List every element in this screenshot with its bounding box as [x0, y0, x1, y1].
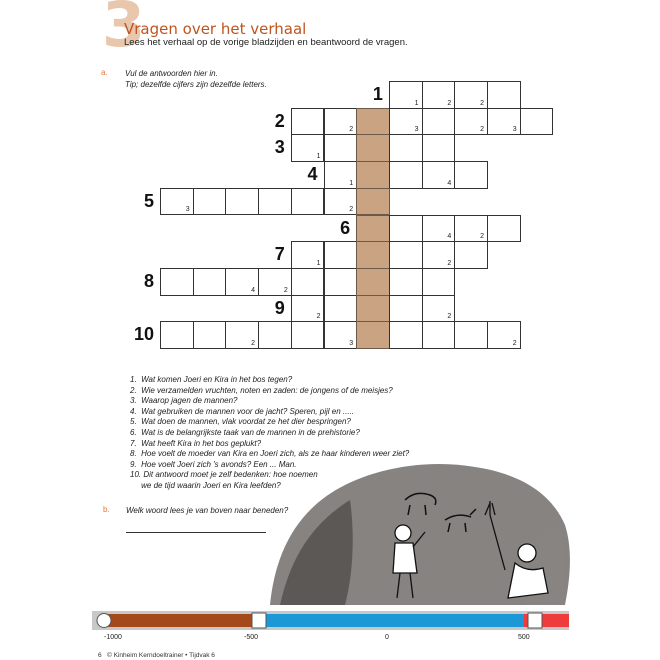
- instruction-line-2: Tip; dezelfde cijfers zijn dezelfde letters.: [125, 80, 267, 89]
- timeline-segment-brown: [104, 614, 259, 627]
- crossword-cell[interactable]: [389, 295, 423, 323]
- crossword-cell[interactable]: [225, 188, 259, 216]
- crossword-cell[interactable]: [291, 295, 325, 323]
- crossword-row-number: 8: [143, 270, 154, 291]
- crossword-row-number: 7: [274, 244, 285, 265]
- crossword-cell[interactable]: [487, 81, 521, 109]
- timeline-label: 500: [518, 634, 530, 641]
- question-item: we de tijd waarin Joeri en Kira leefden?: [130, 480, 281, 490]
- page-title: Vragen over het verhaal: [124, 20, 307, 38]
- question-item: 8. Hoe voelt de moeder van Kira en Joeri zich, als ze haar kinderen weer ziet?: [130, 449, 410, 459]
- crossword-cell-code: 2: [283, 286, 288, 294]
- section-number: 3: [102, 0, 146, 61]
- crossword-row-number: 6: [340, 217, 351, 238]
- crossword-row-number: 3: [274, 137, 285, 158]
- crossword-cell[interactable]: [389, 241, 423, 269]
- timeline-label: 0: [385, 634, 389, 641]
- crossword-cell-code: 3: [185, 206, 190, 214]
- crossword-cell[interactable]: [389, 108, 423, 136]
- crossword-row-number: 5: [143, 190, 154, 211]
- crossword-cell-code: 2: [512, 339, 517, 347]
- crossword-cell[interactable]: [160, 268, 194, 296]
- crossword-cell-code: 4: [251, 286, 256, 294]
- question-item: 9. Hoe voelt Joeri zich 's avonds? Een ... Man.: [130, 459, 297, 469]
- crossword-cell[interactable]: [258, 188, 292, 216]
- crossword-cell[interactable]: [225, 321, 259, 349]
- crossword-cell[interactable]: [422, 81, 456, 109]
- crossword-cell[interactable]: [324, 108, 358, 136]
- crossword-cell[interactable]: [324, 295, 358, 323]
- answer-line[interactable]: [126, 532, 266, 533]
- crossword-cell-highlight[interactable]: [356, 241, 390, 269]
- crossword-cell-code: 1: [414, 99, 419, 107]
- cave-illustration: [265, 455, 575, 605]
- crossword-cell[interactable]: [422, 268, 456, 296]
- crossword-cell[interactable]: [324, 321, 358, 349]
- crossword-cell[interactable]: [454, 81, 488, 109]
- prehistory-icon: [97, 614, 111, 628]
- exercise-b-question: Welk woord lees je van boven naar beneden?: [126, 506, 289, 515]
- footer-credit: © Kinheim Kerndoeltrainer • Tijdvak 6: [107, 652, 215, 659]
- crossword-cell[interactable]: [487, 108, 521, 136]
- crossword-cell-code: 2: [447, 313, 452, 321]
- instruction-line-1: Vul de antwoorden hier in.: [125, 69, 218, 78]
- castle-icon: [528, 613, 542, 628]
- page-subtitle: Lees het verhaal op de vorige bladzijden en beantwoord de vragen.: [124, 37, 408, 48]
- crossword-cell[interactable]: [258, 268, 292, 296]
- crossword-cell[interactable]: [291, 108, 325, 136]
- question-item: 5. Wat doen de mannen, vlak voordat ze het dier bespringen?: [130, 417, 351, 427]
- page-number: 6: [98, 652, 102, 659]
- crossword-cell[interactable]: [291, 134, 325, 162]
- crossword-cell[interactable]: [487, 215, 521, 243]
- timeline-segment-blue: [259, 614, 524, 627]
- crossword-cell[interactable]: [389, 161, 423, 189]
- crossword-cell-code: 2: [447, 259, 452, 267]
- crossword-cell-highlight[interactable]: [356, 188, 390, 216]
- crossword-cell[interactable]: [422, 295, 456, 323]
- crossword-cell-highlight[interactable]: [356, 268, 390, 296]
- crossword-cell-code: 3: [349, 339, 354, 347]
- question-item: 2. Wie verzamelden vruchten, noten en zaden: de jongens of de meisjes?: [130, 385, 393, 395]
- crossword-cell-code: 2: [480, 99, 484, 107]
- crossword-cell-highlight[interactable]: [356, 215, 390, 243]
- crossword-cell[interactable]: [324, 241, 358, 269]
- crossword-cell-code: 1: [316, 259, 321, 267]
- crossword-cell[interactable]: [324, 188, 358, 216]
- exercise-b-label: b.: [103, 505, 110, 514]
- question-item: 10. Dit antwoord moet je zelf bedenken: hoe noemen: [130, 470, 318, 480]
- timeline-label: -500: [244, 634, 259, 641]
- crossword-cell[interactable]: [454, 161, 488, 189]
- crossword-cell[interactable]: [422, 108, 456, 136]
- crossword-cell[interactable]: [324, 134, 358, 162]
- crossword-cell[interactable]: [422, 161, 456, 189]
- crossword-row-number: 1: [372, 84, 383, 104]
- crossword-cell-highlight[interactable]: [356, 295, 390, 323]
- timeline-label: -1000: [104, 634, 122, 641]
- crossword-cell[interactable]: [422, 321, 456, 349]
- crossword-cell[interactable]: [193, 321, 227, 349]
- crossword-cell-code: 4: [447, 179, 452, 187]
- crossword-cell-highlight[interactable]: [356, 161, 390, 189]
- exercise-a-instruction: [125, 68, 267, 90]
- question-item: 1. Wat komen Joeri en Kira in het bos tegen?: [130, 375, 293, 384]
- crossword-cell-code: 2: [349, 126, 354, 134]
- crossword-cell-code: 3: [414, 126, 419, 134]
- timeline-bar: [92, 611, 569, 630]
- crossword-cell-code: 2: [480, 126, 484, 134]
- crossword-cell[interactable]: [291, 188, 325, 216]
- crossword-cell[interactable]: [160, 188, 194, 216]
- crossword-cell[interactable]: [389, 215, 423, 243]
- question-item: 4. Wat gebruiken de mannen voor de jacht? Speren, pijl en .....: [130, 406, 354, 416]
- crossword-cell[interactable]: [324, 161, 358, 189]
- crossword-cell-code: 3: [512, 126, 517, 134]
- footer: [98, 652, 215, 659]
- question-item: 3. Waarop jagen de mannen?: [130, 396, 238, 406]
- question-item: 7. Wat heeft Kira in het bos geplukt?: [130, 438, 262, 448]
- question-item: 6. Wat is de belangrijkste taak van de mannen in de prehistorie?: [130, 427, 360, 437]
- crossword-cell[interactable]: [520, 108, 554, 136]
- crossword-cell[interactable]: [291, 241, 325, 269]
- crossword-cell[interactable]: [454, 321, 488, 349]
- crossword-cell-code: 2: [316, 313, 321, 321]
- crossword-row-number: 2: [274, 110, 285, 131]
- crossword-cell[interactable]: [324, 268, 358, 296]
- crossword-cell[interactable]: [454, 215, 488, 243]
- crossword-row-number: 10: [133, 324, 154, 345]
- crossword-row-number: 9: [274, 297, 285, 318]
- temple-icon: [252, 613, 266, 628]
- crossword-cell-code: 1: [316, 153, 321, 161]
- exercise-a-label: a.: [101, 68, 108, 77]
- crossword-cell[interactable]: [422, 134, 456, 162]
- crossword-cell-highlight[interactable]: [356, 108, 390, 136]
- crossword-cell[interactable]: [487, 321, 521, 349]
- crossword-cell-code: 1: [349, 179, 354, 187]
- crossword-row-number: 4: [307, 164, 318, 185]
- crossword-cell[interactable]: [389, 321, 423, 349]
- crossword-cell[interactable]: [422, 215, 456, 243]
- crossword-cell[interactable]: [225, 268, 259, 296]
- crossword-cell[interactable]: [160, 321, 194, 349]
- crossword-cell[interactable]: [389, 134, 423, 162]
- crossword-cell[interactable]: [291, 268, 325, 296]
- crossword-cell[interactable]: [258, 321, 292, 349]
- crossword-cell[interactable]: [454, 241, 488, 269]
- crossword-cell[interactable]: [389, 81, 423, 109]
- crossword-cell[interactable]: [454, 108, 488, 136]
- crossword-cell[interactable]: [422, 241, 456, 269]
- crossword-cell-code: 2: [251, 339, 256, 347]
- crossword-cell[interactable]: [193, 268, 227, 296]
- crossword-cell-code: 4: [447, 233, 452, 241]
- crossword-cell-code: 2: [447, 99, 452, 107]
- crossword-cell[interactable]: [193, 188, 227, 216]
- crossword-cell-highlight[interactable]: [356, 134, 390, 162]
- crossword-cell[interactable]: [291, 321, 325, 349]
- crossword-cell-code: 2: [480, 233, 484, 241]
- crossword-cell[interactable]: [389, 268, 423, 296]
- crossword-cell-highlight[interactable]: [356, 321, 390, 349]
- crossword-cell-code: 2: [349, 206, 354, 214]
